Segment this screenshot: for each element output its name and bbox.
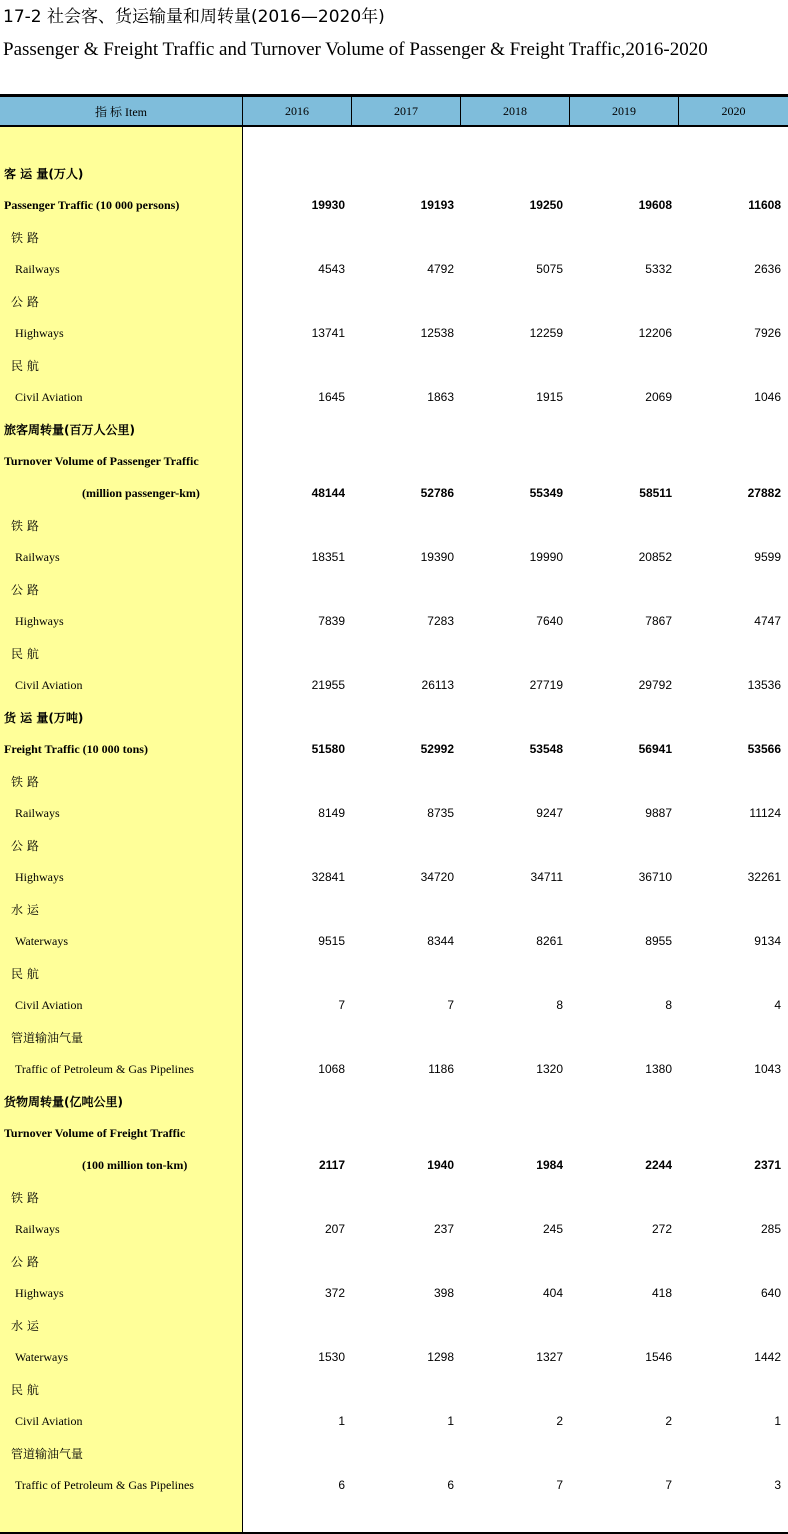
value-cell-2017: 7	[447, 998, 454, 1012]
value-cell-2016: 6	[338, 1478, 345, 1492]
value-cell-2017: 1186	[428, 1062, 454, 1076]
table-row	[0, 1117, 788, 1149]
table-row	[0, 381, 788, 413]
value-cell-2019: 1546	[645, 1350, 672, 1364]
table-row	[0, 509, 788, 541]
value-cell-2018: 19990	[529, 550, 563, 564]
row-label: Waterways	[15, 1349, 69, 1364]
table-row	[0, 1245, 788, 1277]
table-row	[0, 701, 788, 733]
row-label: Waterways	[15, 933, 69, 948]
table-title-english: Passenger & Freight Traffic and Turnover Volume of Passenger & Freight Traffic,2016-2020	[3, 39, 708, 60]
value-cell-2019: 418	[651, 1286, 672, 1300]
table-row	[0, 573, 788, 605]
value-cell-2017: 52786	[420, 486, 454, 500]
table-row	[0, 349, 788, 381]
table-row	[0, 1469, 788, 1501]
value-cell-2017: 7283	[427, 614, 454, 628]
table-row	[0, 253, 788, 285]
row-label: 水 运	[11, 1318, 39, 1333]
table-row	[0, 989, 788, 1021]
value-cell-2016: 7	[338, 998, 345, 1012]
value-cell-2017: 8344	[427, 934, 454, 948]
value-cell-2017: 26113	[421, 678, 454, 692]
table-row	[0, 477, 788, 509]
value-cell-2019: 8	[665, 998, 672, 1012]
value-cell-2017: 6	[447, 1478, 454, 1492]
value-cell-2018: 7640	[536, 614, 563, 628]
value-cell-2016: 2117	[318, 1158, 345, 1172]
row-label: 公 路	[11, 582, 39, 597]
value-cell-2017: 1863	[427, 390, 454, 404]
table-row	[0, 317, 788, 349]
table-row	[0, 925, 788, 957]
value-cell-2020: 1442	[754, 1350, 781, 1364]
value-cell-2020: 285	[760, 1222, 781, 1236]
row-label: (100 million ton-km)	[82, 1157, 188, 1172]
value-cell-2019: 7	[665, 1478, 672, 1492]
value-cell-2016: 4543	[318, 262, 345, 276]
row-label: 公 路	[11, 294, 39, 309]
value-cell-2016: 372	[324, 1286, 345, 1300]
value-cell-2017: 52992	[420, 742, 454, 756]
table-row	[0, 797, 788, 829]
row-label: 货 运 量(万吨)	[4, 710, 84, 725]
value-cell-2020: 2371	[754, 1158, 781, 1172]
value-cell-2020: 13536	[747, 678, 781, 692]
value-cell-2019: 12206	[638, 326, 672, 340]
value-cell-2020: 1046	[754, 390, 781, 404]
value-cell-2019: 36710	[638, 870, 672, 884]
value-cell-2019: 58511	[639, 486, 672, 500]
row-label: Passenger Traffic (10 000 persons)	[4, 197, 180, 212]
table-row	[0, 669, 788, 701]
table-row	[0, 1181, 788, 1213]
table-row	[0, 189, 788, 221]
value-cell-2017: 1298	[427, 1350, 454, 1364]
value-cell-2018: 245	[542, 1222, 563, 1236]
value-cell-2017: 1	[447, 1414, 454, 1428]
value-cell-2017: 8735	[427, 806, 454, 820]
value-cell-2016: 32841	[311, 870, 345, 884]
value-cell-2018: 7	[556, 1478, 563, 1492]
value-cell-2016: 48144	[311, 486, 345, 500]
value-cell-2017: 398	[433, 1286, 454, 1300]
row-label: 铁 路	[11, 230, 39, 245]
table-row	[0, 1405, 788, 1437]
row-label: Civil Aviation	[15, 677, 83, 692]
header-year-2020: 2020	[721, 103, 746, 118]
value-cell-2019: 20852	[638, 550, 672, 564]
row-label: Railways	[15, 549, 60, 564]
table-row	[0, 221, 788, 253]
value-cell-2020: 27882	[747, 486, 781, 500]
table-row	[0, 733, 788, 765]
header-year-2018: 2018	[461, 97, 570, 125]
value-cell-2020: 4747	[754, 614, 781, 628]
value-cell-2016: 9515	[318, 934, 345, 948]
table-row	[0, 1085, 788, 1117]
table-row	[0, 541, 788, 573]
row-label: 民 航	[11, 646, 39, 661]
header-year-2017: 2017	[352, 97, 461, 125]
value-cell-2019: 2069	[645, 390, 672, 404]
row-label: Highways	[15, 613, 64, 628]
value-cell-2018: 12259	[529, 326, 563, 340]
row-label: Civil Aviation	[15, 997, 83, 1012]
table-row	[0, 1213, 788, 1245]
value-cell-2020: 4	[774, 998, 781, 1012]
value-cell-2016: 1530	[318, 1350, 345, 1364]
value-cell-2019: 2	[665, 1414, 672, 1428]
value-cell-2020: 11124	[749, 806, 781, 820]
row-label: 铁 路	[11, 518, 39, 533]
row-label: 货物周转量(亿吨公里)	[4, 1094, 123, 1109]
row-label: 民 航	[11, 1382, 39, 1397]
value-cell-2020: 9599	[754, 550, 781, 564]
value-cell-2020: 2636	[754, 262, 781, 276]
row-label: Railways	[15, 261, 60, 276]
table-row	[0, 829, 788, 861]
row-label: 民 航	[11, 966, 39, 981]
value-cell-2019: 272	[651, 1222, 672, 1236]
row-label: Highways	[15, 869, 64, 884]
row-label: Civil Aviation	[15, 389, 83, 404]
value-cell-2017: 19193	[420, 198, 454, 212]
value-cell-2020: 11608	[748, 198, 781, 212]
row-label: Railways	[15, 1221, 60, 1236]
table-row	[0, 1437, 788, 1469]
row-label: 铁 路	[11, 1190, 39, 1205]
value-cell-2018: 404	[542, 1286, 563, 1300]
header-year-2019: 2019	[570, 97, 679, 125]
value-cell-2019: 8955	[645, 934, 672, 948]
value-cell-2020: 7926	[754, 326, 781, 340]
table-row	[0, 413, 788, 445]
header-year-2016: 2016	[243, 97, 352, 125]
value-cell-2018: 2	[556, 1414, 563, 1428]
value-cell-2016: 19930	[311, 198, 345, 212]
value-cell-2016: 207	[324, 1222, 345, 1236]
value-cell-2016: 13741	[311, 326, 345, 340]
value-cell-2017: 1940	[427, 1158, 454, 1172]
table-body	[0, 157, 788, 1501]
table-row	[0, 861, 788, 893]
value-cell-2020: 32261	[747, 870, 781, 884]
table-row	[0, 285, 788, 317]
value-cell-2017: 12538	[420, 326, 454, 340]
table-row	[0, 445, 788, 477]
row-label: Turnover Volume of Freight Traffic	[4, 1125, 186, 1140]
table-row	[0, 1277, 788, 1309]
header-item: 指 标 Item	[0, 97, 243, 125]
value-cell-2016: 18351	[311, 550, 345, 564]
value-cell-2017: 4792	[427, 262, 454, 276]
table-row	[0, 765, 788, 797]
row-label: Railways	[15, 805, 60, 820]
table-row	[0, 1373, 788, 1405]
row-label: 铁 路	[11, 774, 39, 789]
value-cell-2019: 1380	[645, 1062, 672, 1076]
value-cell-2016: 8149	[318, 806, 345, 820]
value-cell-2018: 1984	[536, 1158, 563, 1172]
row-label: Traffic of Petroleum & Gas Pipelines	[15, 1061, 194, 1076]
value-cell-2019: 29792	[638, 678, 672, 692]
value-cell-2018: 19250	[529, 198, 563, 212]
value-cell-2018: 27719	[529, 678, 563, 692]
value-cell-2017: 237	[433, 1222, 454, 1236]
value-cell-2019: 2244	[645, 1158, 672, 1172]
value-cell-2018: 53548	[529, 742, 563, 756]
value-cell-2019: 7867	[645, 614, 672, 628]
value-cell-2020: 53566	[747, 742, 781, 756]
value-cell-2019: 19608	[638, 198, 672, 212]
value-cell-2016: 7839	[318, 614, 345, 628]
row-label: Civil Aviation	[15, 1413, 83, 1428]
row-label: Highways	[15, 325, 64, 340]
value-cell-2017: 34720	[420, 870, 454, 884]
table-title-chinese: 17-2 社会客、货运输量和周转量(2016—2020年)	[3, 7, 385, 27]
table-row	[0, 893, 788, 925]
value-cell-2018: 1915	[536, 390, 563, 404]
row-label: 水 运	[11, 902, 39, 917]
table-row	[0, 157, 788, 189]
value-cell-2019: 9887	[645, 806, 672, 820]
table-row	[0, 605, 788, 637]
value-cell-2019: 5332	[645, 262, 672, 276]
value-cell-2018: 8261	[536, 934, 563, 948]
value-cell-2020: 3	[774, 1478, 781, 1492]
value-cell-2016: 51580	[311, 742, 345, 756]
value-cell-2016: 1	[338, 1414, 345, 1428]
value-cell-2018: 34711	[530, 870, 563, 884]
value-cell-2018: 8	[556, 998, 563, 1012]
value-cell-2019: 56941	[638, 742, 672, 756]
row-label: Traffic of Petroleum & Gas Pipelines	[15, 1477, 194, 1492]
table-header	[0, 97, 788, 127]
value-cell-2016: 1068	[318, 1062, 345, 1076]
row-label: 管道输油气量	[11, 1030, 84, 1045]
row-label: 管道输油气量	[11, 1446, 84, 1461]
value-cell-2020: 640	[760, 1286, 781, 1300]
value-cell-2018: 55349	[529, 486, 563, 500]
table-row	[0, 1149, 788, 1181]
value-cell-2016: 21955	[311, 678, 345, 692]
row-label: 公 路	[11, 1254, 39, 1269]
table-row	[0, 957, 788, 989]
value-cell-2017: 19390	[420, 550, 454, 564]
row-label: (million passenger-km)	[82, 485, 200, 500]
value-cell-2020: 9134	[754, 934, 781, 948]
row-label: Turnover Volume of Passenger Traffic	[4, 453, 199, 468]
value-cell-2018: 9247	[536, 806, 563, 820]
statistics-table	[0, 94, 788, 1534]
value-cell-2018: 5075	[536, 262, 563, 276]
value-cell-2020: 1	[774, 1414, 781, 1428]
row-label: Highways	[15, 1285, 64, 1300]
table-row	[0, 1341, 788, 1373]
table-row	[0, 1053, 788, 1085]
row-label: 民 航	[11, 358, 39, 373]
row-label: Freight Traffic (10 000 tons)	[4, 741, 148, 756]
value-cell-2018: 1327	[536, 1350, 563, 1364]
row-label: 公 路	[11, 838, 39, 853]
value-cell-2016: 1645	[318, 390, 345, 404]
row-label: 旅客周转量(百万人公里)	[4, 422, 135, 437]
table-row	[0, 1021, 788, 1053]
table-row	[0, 1309, 788, 1341]
table-row	[0, 637, 788, 669]
row-label: 客 运 量(万人)	[4, 166, 84, 181]
value-cell-2018: 1320	[536, 1062, 563, 1076]
value-cell-2020: 1043	[754, 1062, 781, 1076]
